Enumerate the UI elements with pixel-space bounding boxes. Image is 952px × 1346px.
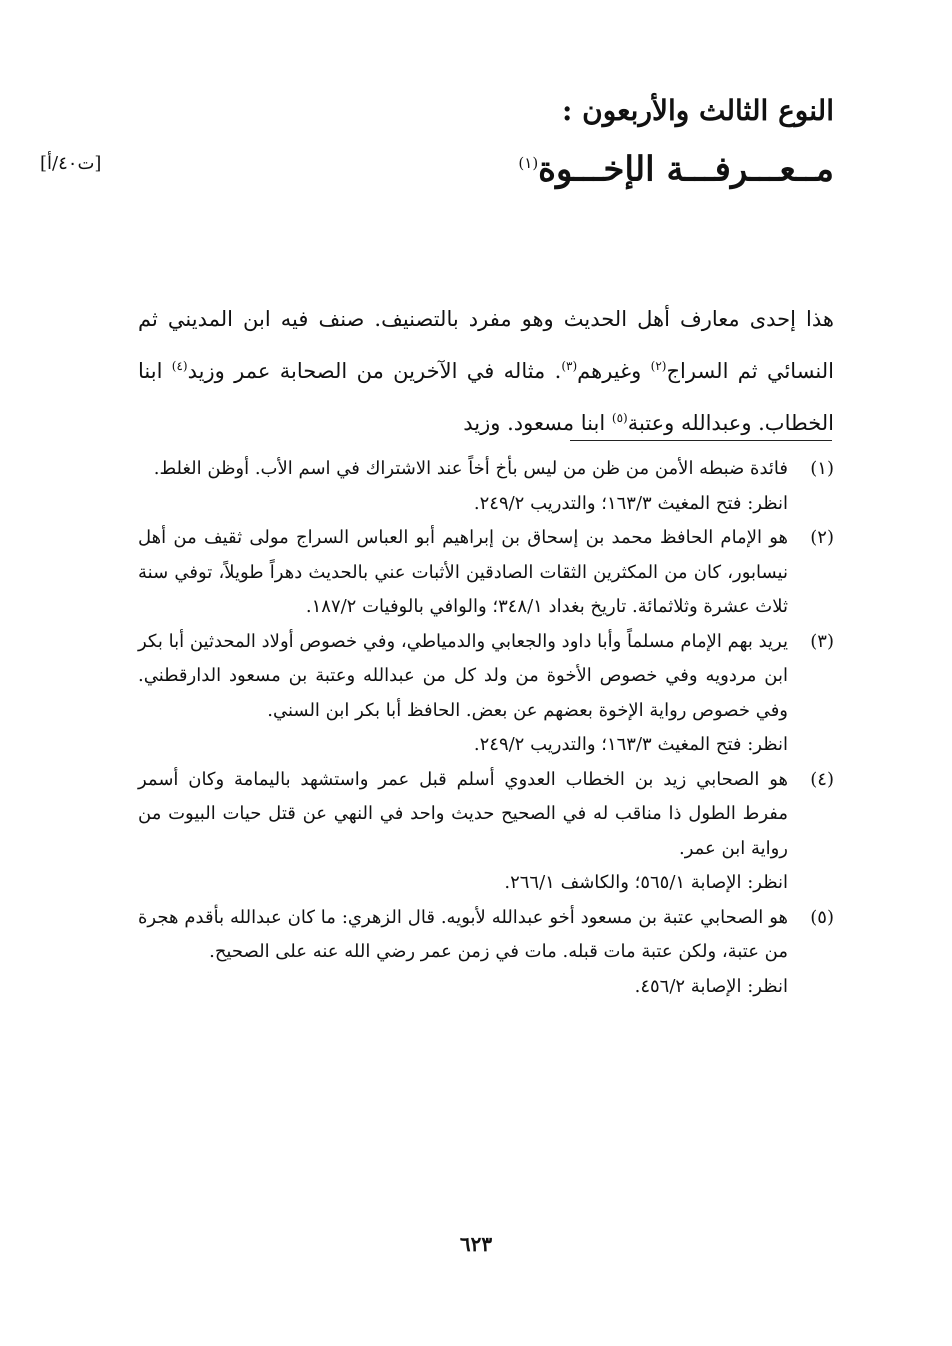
footnote-source: انظر: فتح المغيث ١٦٣/٣؛ والتدريب ٢٤٩/٢. — [473, 492, 788, 514]
footnote — [138, 452, 834, 521]
footnote-number: (٢) — [810, 527, 834, 548]
paragraph-text: وغيرهم — [577, 359, 651, 383]
footnote-text: هو الصحابي عتبة بن مسعود أخو عبدالله لأبويه. قال الزهري: ما كان عبدالله بأقدم هجرة من عتبة، ولكن عتبة مات قبله. مات في زمن عمر رضي الله عنه على الصحيح. — [138, 906, 788, 962]
footnote-ref: (٣) — [561, 359, 578, 373]
footnote — [138, 763, 834, 901]
footnote-number: (٤) — [810, 768, 834, 790]
page-number: ٦٢٣ — [459, 1232, 493, 1256]
chapter-heading — [518, 88, 834, 198]
chapter-title: النوع الثالث والأربعون : — [562, 94, 834, 127]
footnote-body — [138, 521, 788, 625]
footnote-separator — [570, 440, 832, 441]
footnote-text: هو الصحابي زيد بن الخطاب العدوي أسلم قبل عمر واستشهد باليمامة وكان أسمر مفرط الطول ذا مناقب له في الصحيح حديث واحد في النهي عن قتل حيات البيوت من رواية ابن عمر. — [138, 768, 788, 859]
footnote-number: (٣) — [810, 630, 834, 652]
chapter-subtitle — [518, 134, 834, 198]
paragraph-text: ابنا الخطاب. وعبدالله وعتبة — [138, 359, 834, 435]
footnote-text: هو الإمام الحافظ محمد بن إسحاق بن إبراهيم أبو العباس السراج مولى ثقيف من أهل نيسابور، كان من المكثرين الثقات الصادقين الأثبات عني بالحديث دهراً طويلاً، توفي سنة ثلاث عشرة وثلاثمائة. تاريخ بغداد ٣٤٨/١؛ والوافي بالوفيات ١٨٧/٢. — [138, 527, 788, 617]
footnote-ref: (٥) — [611, 411, 628, 425]
footnote-source: انظر: الإصابة ٥٦٥/١؛ والكاشف ٢٦٦/١. — [504, 872, 788, 893]
footnote-body — [138, 625, 788, 763]
main-paragraph — [138, 296, 834, 447]
paragraph-text: . مثاله في الآخرين من الصحابة عمر وزيد — [187, 359, 562, 383]
footnote-source: انظر: الإصابة ٤٥٦/٢. — [634, 975, 788, 997]
footnote — [138, 901, 834, 1005]
footnote-body — [138, 452, 788, 521]
footnotes — [138, 452, 834, 1004]
footnote-ref: (١) — [518, 154, 539, 172]
paragraph-text: ابنا مسعود. وزيد — [463, 411, 612, 435]
footnote — [138, 521, 834, 625]
paragraph-text: هذا إحدى معارف أهل الحديث وهو مفرد بالتصنيف. صنف فيه ابن المديني ثم النسائي ثم السراج — [138, 307, 835, 383]
footnote-text: يريد بهم الإمام مسلماً وأبا داود والجعابي والدمياطي، وفي خصوص أولاد المحدثين أبا بكر ابن مردويه وفي خصوص الأخوة من ولد كل من عبدالله وعتبة بن مسعود الدارقطني. وفي خصوص رواية الإخوة بعضهم عن بعض. الحافظ أبا بكر ابن السني. — [138, 630, 788, 721]
footnote-text: فائدة ضبطه الأمن من ظن من ليس بأخ أخاً عند الاشتراك في اسم الأب. أوظن الغلط. — [153, 458, 788, 479]
footnote-source: انظر: فتح المغيث ١٦٣/٣؛ والتدريب ٢٤٩/٢. — [473, 734, 788, 755]
footnote-ref: (٤) — [171, 359, 188, 373]
footnote-body — [138, 901, 788, 1005]
footnote — [138, 625, 834, 763]
footnote-number: (١) — [810, 458, 834, 479]
manuscript-reference: [ت٤٠/أ] — [40, 153, 102, 174]
footnote-ref: (٢) — [650, 359, 667, 373]
footnote-body — [138, 763, 788, 901]
footnote-number: (٥) — [810, 906, 834, 928]
chapter-subtitle-text: مــعـــرفـــة الإخـــوة — [538, 149, 834, 190]
